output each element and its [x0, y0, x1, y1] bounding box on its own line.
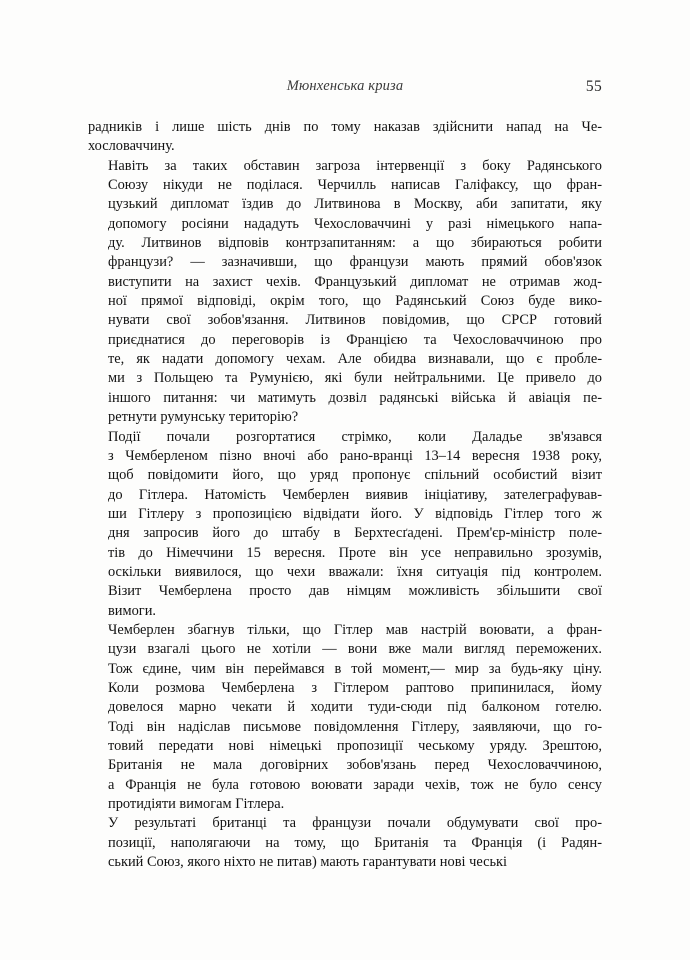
text-line: з Чемберленом пізно вночі або рано-вранці 13–14 вересня 1938 року, [108, 447, 602, 464]
text-line: дня запросив його до штабу в Берхтесґадені. Прем'єр-міністр поле- [108, 525, 602, 542]
text-line: ду. Литвинов відповів контрзапитанням: а що збираються робити [108, 235, 602, 252]
text-line: французи? — зазначивши, що французи мають прямий обов'язок [108, 254, 602, 271]
text-line: вимоги. [108, 602, 156, 619]
text-line: цузи взагалі цього не хотіли — вони вже мали вигляд переможених. [108, 641, 602, 658]
running-head [88, 78, 602, 100]
text-line: Візит Чемберлена просто дав німцям можливість збільшити свої [108, 583, 602, 600]
text-line: У результаті британці та французи почали обдумувати свої про- [108, 815, 602, 832]
text-line: іншого питання: чи матимуть дозвіл радянські війська й авіація пе- [108, 389, 602, 406]
text-line: Чемберлен збагнув тільки, що Гітлер мав настрій воювати, а фран- [108, 621, 602, 638]
text-line: довелося марно чекати й ходити туди-сюди під балконом готелю. [108, 699, 602, 716]
paragraph [88, 157, 602, 428]
text-line: Події почали розгортатися стрімко, коли Даладье зв'язався [108, 428, 602, 445]
text-line: товий передати нові німецькі пропозиції чеському уряду. Зрештою, [108, 738, 602, 754]
text-line: до Гітлера. Натомість Чемберлен виявив ініціативу, зателеграфував- [108, 486, 602, 503]
text-line: нувати свої зобов'язання. Литвинов повідомив, що СРСР готовий [108, 312, 602, 329]
text-line: щоб повідомити його, що уряд пропонує спільний особистий візит [108, 467, 602, 484]
text-line: допомогу росіяни нададуть Чехословаччині у разі німецького напа- [108, 215, 602, 232]
paragraph [88, 814, 602, 872]
text-line: тів до Німеччини 15 вересня. Проте він усе неправильно зрозумів, [108, 544, 602, 561]
text-line: оскільки виявилося, що чехи вважали: їхня ситуація під контролем. [108, 563, 602, 580]
body-text [88, 118, 602, 872]
text-line: Тоді він надіслав письмове повідомлення Гітлеру, заявляючи, що го- [108, 718, 602, 735]
text-line: цузький дипломат їздив до Литвинова в Москву, аби запитати, яку [108, 196, 602, 213]
text-line: Коли розмова Чемберлена з Гітлером раптово припинилася, йому [108, 679, 602, 696]
text-line: Навіть за таких обставин загроза інтервенції з боку Радянського [108, 157, 602, 174]
text-line: Британія не мала договірних зобов'язань перед Чехословаччиною, [108, 757, 602, 774]
text-line: хословаччину. [88, 138, 175, 155]
text-line: ши Гітлеру з пропозицією відвідати його. У відповідь Гітлер того ж [108, 505, 602, 522]
text-line: протидіяти вимогам Гітлера. [108, 796, 285, 813]
text-line: Тож єдине, чим він переймався в той момент,— мир за будь-яку ціну. [108, 660, 602, 677]
text-line: ми з Польщею та Румунією, які були нейтральними. Це привело до [108, 370, 602, 387]
text-line: те, як надати допомогу чехам. Але обидва визнавали, що є пробле- [108, 351, 602, 368]
text-line: ський Союз, якого ніхто не питав) мають гарантувати нові чеські [108, 854, 508, 871]
running-head-title: Мюнхенська криза [286, 78, 404, 94]
text-line: ретнути румунську територію? [108, 409, 299, 426]
text-line: Союзу нікуди не поділася. Черчилль написав Галіфаксу, що фран- [108, 177, 602, 194]
paragraph [88, 428, 602, 621]
text-line: а Франція не була готовою воювати заради чехів, тож не було сенсу [108, 776, 602, 793]
paragraph [88, 118, 602, 157]
text-line: радників і лише шість днів по тому наказав здійснити напад на Че- [88, 119, 602, 135]
text-line: виступити на захист чехів. Французький дипломат не отримав жод- [108, 273, 602, 290]
text-line: приєднатися до переговорів із Францією та Чехословаччиною про [108, 331, 602, 348]
page-number: 55 [585, 78, 602, 95]
text-line: позиції, наполягаючи на тому, що Британія та Франція (і Радян- [108, 834, 602, 851]
paragraph [88, 621, 602, 814]
text-line: ної прямої відповіді, окрім того, що Радянський Союз буде вико- [108, 293, 602, 310]
